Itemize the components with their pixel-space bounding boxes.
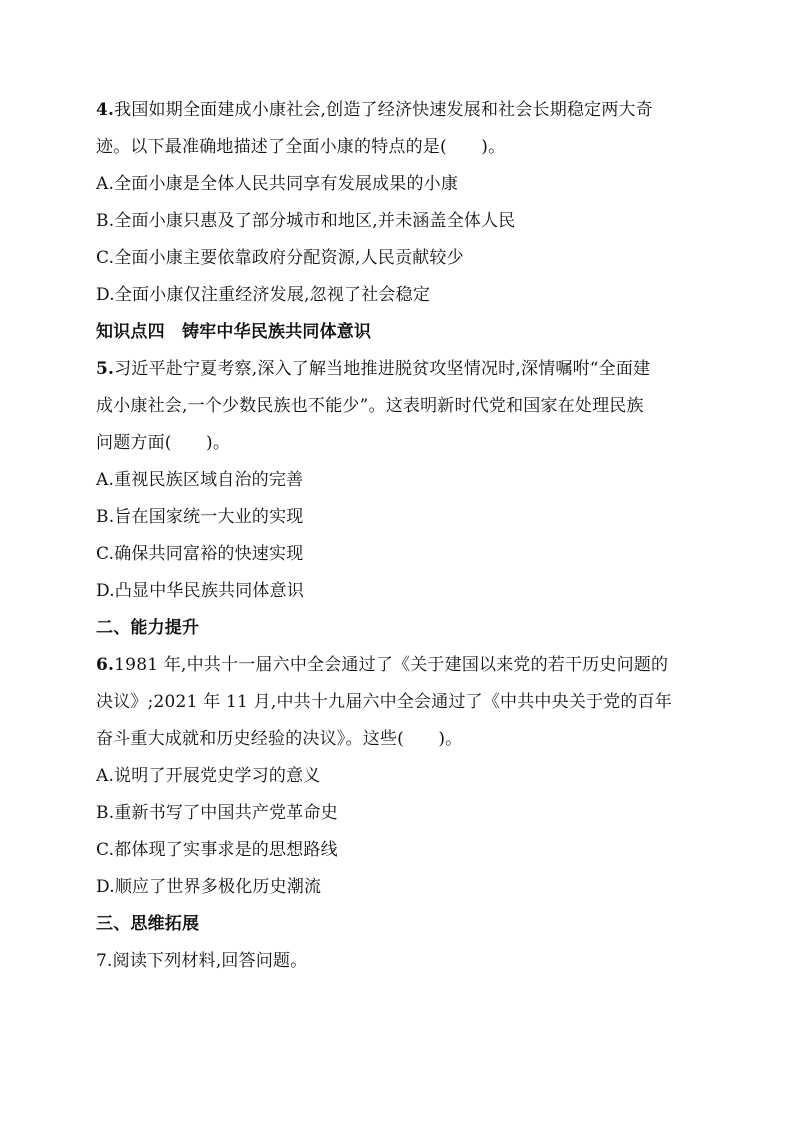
question-7-number: 7.: [96, 951, 113, 971]
knowledge-point-heading: 知识点四 铸牢中华民族共同体意识: [96, 322, 372, 342]
question-4-option-c: C.全面小康主要依靠政府分配资源,人民贡献较少: [96, 248, 464, 268]
question-4-stem-line-2: 迹。以下最准确地描述了全面小康的特点的是( )。: [96, 137, 506, 157]
question-5-number: 5.: [96, 359, 115, 379]
question-4-option-b: B.全面小康只惠及了部分城市和地区,并未涵盖全体人民: [96, 211, 516, 231]
question-6: [96, 647, 708, 906]
question-4-number: 4.: [96, 100, 115, 120]
question-6-options: [96, 758, 708, 906]
question-5-option-a: A.重视民族区域自治的完善: [96, 470, 304, 490]
question-6-option-d: D.顺应了世界多极化历史潮流: [96, 877, 322, 897]
section-heading-thinking: 三、思维拓展: [96, 914, 200, 934]
question-7-stem-line-1: 7.阅读下列材料,回答问题。: [96, 951, 308, 971]
question-4-option-d: D.全面小康仅注重经济发展,忽视了社会稳定: [96, 285, 431, 305]
question-4-options: [96, 166, 708, 314]
question-5-option-d: D.凸显中华民族共同体意识: [96, 581, 305, 601]
question-7: [96, 943, 708, 980]
question-6-stem-line-2: 决议》;2021 年 11 月,中共十九届六中全会通过了《中共中央关于党的百年: [96, 692, 673, 712]
question-6-option-c: C.都体现了实事求是的思想路线: [96, 840, 338, 860]
question-6-option-b: B.重新书写了中国共产党革命史: [96, 803, 338, 823]
section-heading-ability: 二、能力提升: [96, 618, 200, 638]
question-4-stem-line-1: 4.我国如期全面建成小康社会,创造了经济快速发展和社会长期稳定两大奇: [96, 100, 653, 120]
question-6-option-a: A.说明了开展党史学习的意义: [96, 766, 321, 786]
question-6-stem-line-1: 6.1981 年,中共十一届六中全会通过了《关于建国以来党的若干历史问题的: [96, 655, 669, 675]
question-6-stem-line-3: 奋斗重大成就和历史经验的决议》。这些( )。: [96, 729, 463, 749]
question-5-stem-line-2: 成小康社会,一个少数民族也不能少”。这表明新时代党和国家在处理民族: [96, 396, 644, 416]
question-4: [96, 92, 708, 314]
question-4-option-a: A.全面小康是全体人民共同享有发展成果的小康: [96, 174, 459, 194]
question-5-stem-line-1: 5.习近平赴宁夏考察,深入了解当地推进脱贫攻坚情况时,深情嘱咐“全面建: [96, 359, 651, 379]
question-6-number: 6.: [96, 655, 115, 675]
question-5-options: [96, 462, 708, 610]
question-5-stem-line-3: 问题方面( )。: [96, 433, 231, 453]
question-5: [96, 351, 708, 610]
question-5-option-b: B.旨在国家统一大业的实现: [96, 507, 304, 527]
question-5-option-c: C.确保共同富裕的快速实现: [96, 544, 304, 564]
worksheet-page: [96, 92, 708, 980]
